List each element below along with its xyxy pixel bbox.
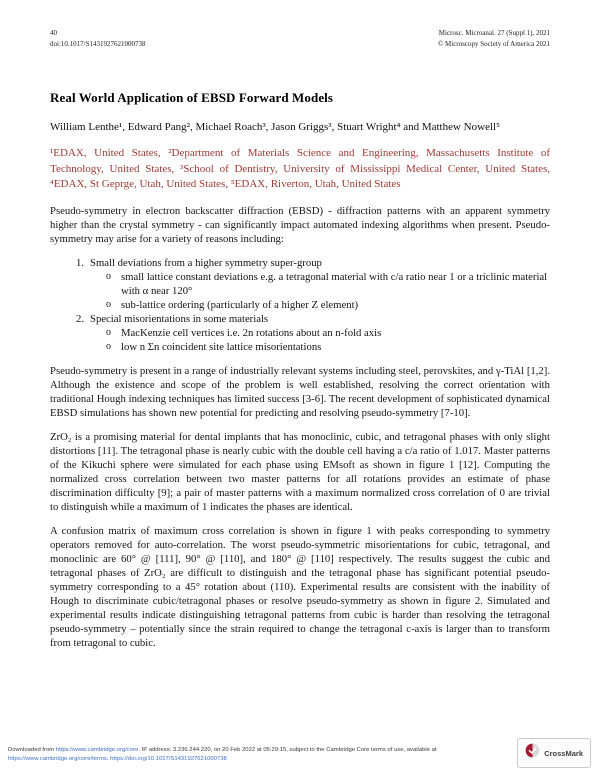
page-number: 40 (50, 29, 57, 37)
doi-text: doi:10.1017/S1431927621000738 (50, 39, 146, 48)
journal-ref: Microsc. Microanal. 27 (Suppl 1), 2021 (438, 29, 550, 37)
circle-bullet-icon: o (106, 326, 111, 338)
paragraph-systems: Pseudo-symmetry is present in a range of industrially relevant systems including steel, perovskites, and γ-TiAl [1,2]. Although the existence and scope of the problem is well established, resolving the correct orientation with traditional Hough indexing techniques has limited success [3-6]. The recent development of sophisticated dynamical EBSD simulations has shown new potential for predicting and resolving pseudo-symmetry [7-10]. (50, 364, 550, 420)
list-subitem (50, 326, 550, 340)
footer-text: . IP address: 3.236.244.220, on 20 Feb 2022 at 05:29:15, subject to the Cambridge Core terms of use, available at (138, 746, 437, 753)
doi-link[interactable]: https://doi.org/10.1017/S1431927621000738 (110, 755, 227, 762)
list-item-text: Special misorientations in some materials (90, 312, 269, 325)
running-head-right (438, 28, 550, 50)
footer-line-2 (8, 755, 540, 764)
affiliations-block: ¹EDAX, United States, ²Department of Materials Science and Engineering, Massachusetts Institute of Technology, United States, ³School of Dentistry, University of Mississippi Medical Center, United States, ⁴EDAX, St Geprge, Utah, United States, ⁵EDAX, Riverton, Utah, United States (50, 147, 550, 191)
list-item (50, 312, 550, 326)
list-item-number: 1. (76, 256, 85, 269)
authors-line: William Lenthe¹, Edward Pang², Michael Roach³, Jason Griggs³, Stuart Wright⁴ and Matthew Nowell⁵ (50, 121, 500, 133)
list-subitem-text: small lattice constant deviations e.g. a tetragonal material with c/a ratio near 1 or a triclinic material with α near 120° (121, 270, 548, 297)
cambridge-core-link[interactable]: https://www.cambridge.org/core (55, 746, 139, 753)
copyright-text: © Microscopy Society of America 2021 (437, 39, 550, 48)
footer-text: . (106, 755, 111, 762)
list-item-number: 2. (76, 312, 85, 325)
list-subitem-text: sub-lattice ordering (particularly of a higher Z element) (121, 298, 359, 311)
list-item (50, 256, 550, 270)
footer-text: Downloaded from (8, 746, 56, 753)
paper-content (50, 90, 550, 660)
footer-line-1 (8, 746, 540, 755)
crossmark-badge[interactable] (517, 738, 591, 768)
list-item-text: Small deviations from a higher symmetry super-group (90, 256, 322, 269)
crossmark-label: CrossMark (544, 748, 583, 758)
reasons-list (50, 256, 550, 354)
list-subitem (50, 298, 550, 312)
list-subitem-text: MacKenzie cell vertices i.e. 2n rotations about an n-fold axis (121, 326, 382, 339)
running-head (50, 28, 550, 50)
download-footer (8, 746, 540, 764)
crossmark-icon (525, 743, 540, 763)
terms-link[interactable]: https://www.cambridge.org/core/terms (8, 755, 107, 762)
paragraph-confusion-matrix: A confusion matrix of maximum cross correlation is shown in figure 1 with peaks corresponding to symmetry operators removed for auto-correlation. The worst pseudo-symmetric misorientations for cubic, tetragonal, and monoclinic are 60° @ [111], 90° @ [110], and 180° @ [110] respectively. The results suggest the cubic and tetragonal phases of ZrO₂ are difficult to distinguish and the tetragonal phase has significant potential pseudo-symmetry corresponding to a 45° rotation about (110). Experimental results are consistent with the inability of Hough to discriminate cubic/tetragonal phases or resolve pseudo-symmetry as shown in figure 2. Simulated and experimental results indicate distinguishing tetragonal patterns from cubic is harder than resolving the tetragonal pseudo-symmetry – potentially since the strain required to change the tetragonal c-axis is larger than to transform from tetragonal to cubic. (50, 525, 550, 650)
circle-bullet-icon: o (106, 270, 111, 282)
circle-bullet-icon: o (106, 298, 111, 310)
paragraph-intro: Pseudo-symmetry in electron backscatter diffraction (EBSD) - diffraction patterns with an apparent symmetry higher than the crystal symmetry - can significantly impact automated indexing algorithms when present. Pseudo-symmetry may arise for a variety of reasons including: (50, 204, 550, 245)
paper-title: Real World Application of EBSD Forward Models (50, 90, 334, 105)
running-head-left (50, 28, 145, 50)
paragraph-zro2: ZrO₂ is a promising material for dental implants that has monoclinic, cubic, and tetragonal phases with only slight distortions [11]. The tetragonal phase is nearly cubic with the double cell having a c/a ratio of 1.017. Master patterns of the Kikuchi sphere were simulated for each phase using EMsoft as shown in figure 1 [12]. Computing the normalized cross correlation between two master patterns for all rotations provides an estimate of phase discrimination difficulty [9]; a pair of master patterns with a maximum normalized cross correlation of 0 are trivial to distinguish while a maximum of 1 indicates the phases are identical. (50, 431, 550, 514)
list-subitem (50, 340, 550, 354)
circle-bullet-icon: o (106, 340, 111, 352)
list-subitem-text: low n Σn coincident site lattice misorientations (121, 340, 322, 353)
list-subitem (50, 270, 550, 298)
